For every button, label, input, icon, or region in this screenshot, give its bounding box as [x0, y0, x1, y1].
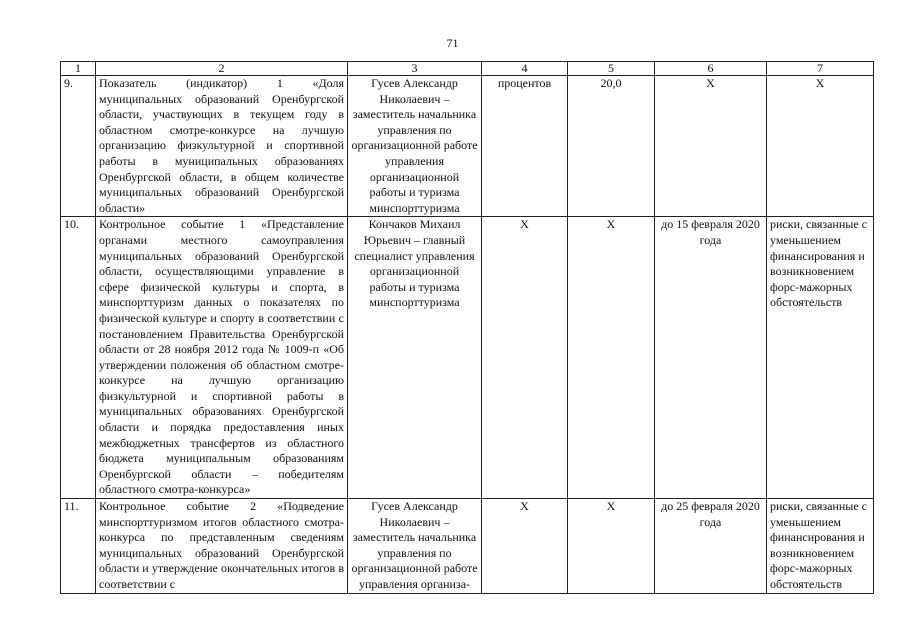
row-responsible: Кончаков Михаил Юрьевич – главный специалист управления организационной работы и туризма минспорттуризма	[348, 217, 482, 499]
row-deadline: до 25 февраля 2020 года	[655, 499, 767, 594]
row-risks: риски, связанные с уменьшением финансирования и возникновением форс-мажорных обстоятельств	[767, 217, 874, 499]
row-value: Х	[568, 499, 655, 594]
row-deadline: до 15 февраля 2020 года	[655, 217, 767, 499]
page-number: 71	[446, 36, 459, 50]
row-unit: Х	[482, 499, 568, 594]
table-row	[61, 76, 874, 217]
column-number: 4	[482, 62, 568, 76]
row-risks: риски, связанные с уменьшением финансирования и возникновением форс-мажорных обстоятельств	[767, 499, 874, 594]
table-row	[61, 499, 874, 594]
column-number-row	[61, 62, 874, 76]
row-responsible: Гусев Александр Николаевич – заместитель начальника управления по организационной работе управления организационной работы и туризма минспорттуризма	[348, 76, 482, 217]
row-responsible: Гусев Александр Николаевич – заместитель начальника управления по организационной работе управления организа-	[348, 499, 482, 594]
row-risks: Х	[767, 76, 874, 217]
row-value: Х	[568, 217, 655, 499]
row-unit: процентов	[482, 76, 568, 217]
column-number: 1	[61, 62, 96, 76]
column-number: 5	[568, 62, 655, 76]
row-number: 11.	[61, 499, 96, 594]
plan-table	[60, 61, 874, 594]
row-deadline: Х	[655, 76, 767, 217]
table-row	[61, 217, 874, 499]
row-description: Показатель (индикатор) 1 «Доля муниципальных образований Оренбургской области, участвующих в текущем году в областном смотре-конкурсе на лучшую организацию физкультурной и спортивной работы в муниципальных образованиях Оренбургской области, в общем количестве муниципальных образований Оренбургской области»	[96, 76, 348, 217]
row-number: 10.	[61, 217, 96, 499]
row-number: 9.	[61, 76, 96, 217]
column-number: 3	[348, 62, 482, 76]
row-unit: Х	[482, 217, 568, 499]
row-value: 20,0	[568, 76, 655, 217]
column-number: 7	[767, 62, 874, 76]
column-number: 6	[655, 62, 767, 76]
row-description: Контрольное событие 1 «Представление органами местного самоуправления муниципальных образований Оренбургской области, осуществляющими управление в сфере физической культуры и спорта, в минспорттуризм данных о показателях по физической культуре и спорту в соответствии с постановлением Правительства Оренбургской области от 28 ноября 2012 года № 1009-п «Об утверждении положения об областном смотре-конкурсе на лучшую организацию физкультурной и спортивной работы в муниципальных образованиях Оренбургской области и порядка предоставления иных межбюджетных трансфертов из областного бюджета муниципальным образованиям Оренбургской области – победителям областного смотра-конкурса»	[96, 217, 348, 499]
column-number: 2	[96, 62, 348, 76]
row-description: Контрольное событие 2 «Подведение минспорттуризмом итогов областного смотра-конкурса по представленным сведениям муниципальных образований Оренбургской области и утверждение окончательных итогов в соответствии с	[96, 499, 348, 594]
